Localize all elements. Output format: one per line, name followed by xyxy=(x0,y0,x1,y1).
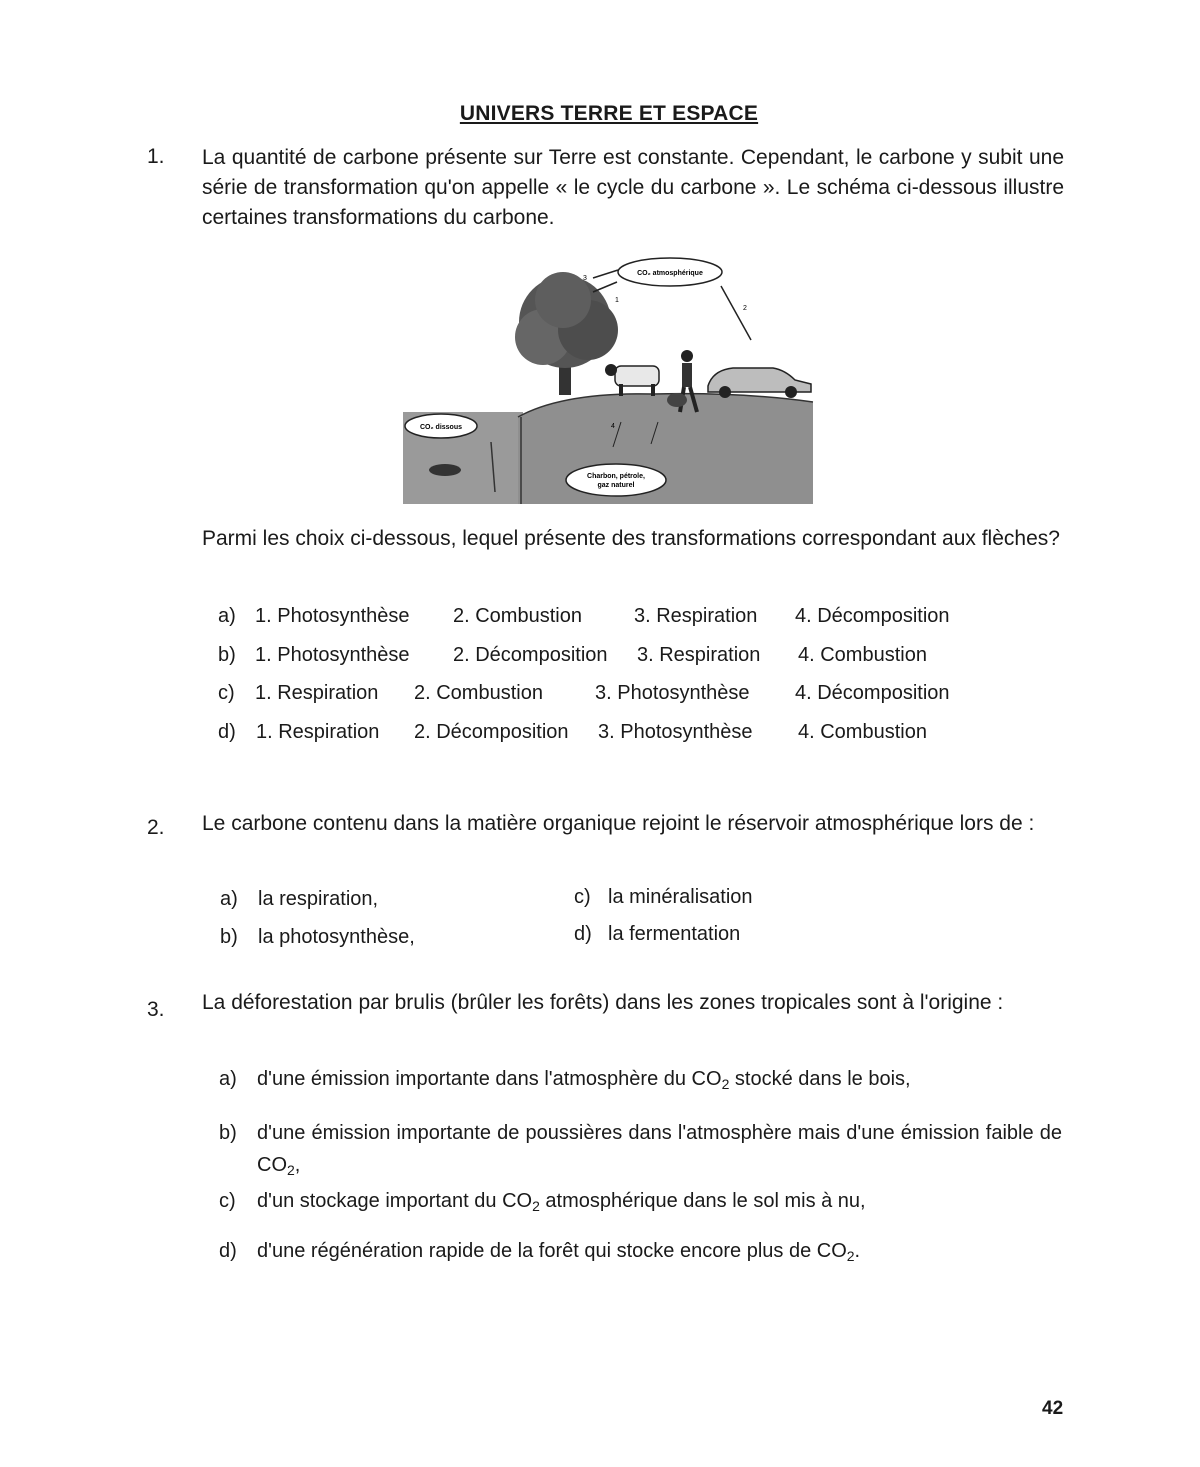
q2-option-c[interactable] xyxy=(574,886,753,909)
q1-option-c[interactable] xyxy=(218,682,235,705)
question-2-text: Le carbone contenu dans la matière organique rejoint le réservoir atmosphérique lors de : xyxy=(202,812,1035,835)
option-letter: d) xyxy=(219,1240,237,1262)
option-letter: c) xyxy=(218,682,235,704)
fossil-fuels-ellipse xyxy=(566,464,666,496)
q1d-item-3: 3. Photosynthèse xyxy=(598,721,753,743)
fossil-label-line2: gaz naturel xyxy=(597,482,635,489)
ground-area xyxy=(518,394,813,504)
subscript: 2 xyxy=(846,1248,855,1264)
option-text-end: stocké dans le bois, xyxy=(729,1068,911,1090)
q1c-item-4: 4. Décomposition xyxy=(795,682,950,704)
fossil-label-line1: Charbon, pétrole, xyxy=(587,473,645,480)
q1b-item-3: 3. Respiration xyxy=(637,644,761,666)
q1c-item-3: 3. Photosynthèse xyxy=(595,682,750,704)
q3-option-b[interactable] xyxy=(219,1117,1062,1182)
option-letter: b) xyxy=(220,926,238,948)
arrow-3 xyxy=(593,270,618,278)
question-3-number: 3. xyxy=(147,998,165,1021)
q3-option-a[interactable] xyxy=(219,1068,911,1091)
option-letter: d) xyxy=(574,923,592,945)
q3-option-c[interactable] xyxy=(219,1190,866,1213)
q1d-item-2: 2. Décomposition xyxy=(414,721,569,743)
q1b-item-2: 2. Décomposition xyxy=(453,644,608,666)
q1a-item-2: 2. Combustion xyxy=(453,605,582,627)
page-number: 42 xyxy=(1042,1398,1064,1419)
q1-option-b[interactable] xyxy=(218,644,236,667)
option-text: la minéralisation xyxy=(608,886,753,908)
option-text: la photosynthèse, xyxy=(258,926,415,948)
arrow-label-1: 1 xyxy=(615,297,619,304)
q1a-item-3: 3. Respiration xyxy=(634,605,758,627)
option-text-end: , xyxy=(294,1154,301,1176)
arrow-label-4: 4 xyxy=(611,423,615,430)
man-icon xyxy=(681,350,693,362)
option-text-end: atmosphérique dans le sol mis à nu, xyxy=(539,1190,866,1212)
fish-icon xyxy=(429,464,461,476)
carbon-cycle-diagram xyxy=(403,252,815,504)
arrow-label-3: 3 xyxy=(583,275,587,282)
option-letter: b) xyxy=(219,1122,237,1144)
option-text: d'un stockage important du CO xyxy=(257,1190,533,1212)
q1c-item-1: 1. Respiration xyxy=(255,682,379,704)
option-letter: c) xyxy=(219,1190,236,1212)
q2-option-a[interactable] xyxy=(220,888,378,911)
q3-option-d[interactable] xyxy=(219,1240,860,1263)
option-text: d'une émission importante de poussières dans l'atmosphère mais d'une émission faible de CO xyxy=(257,1122,1062,1176)
cow-icon xyxy=(615,366,659,386)
arrow-label-2: 2 xyxy=(743,305,747,312)
q1a-item-4: 4. Décomposition xyxy=(795,605,950,627)
option-text: la fermentation xyxy=(608,923,741,945)
question-1-text: La quantité de carbone présente sur Terre est constante. Cependant, le carbone y subit une série de transformation qu'on appelle « le cycle du carbone ». Le schéma ci-dessous illustre certaines transformations du carbone. xyxy=(202,146,1064,229)
q1-option-a[interactable] xyxy=(218,605,236,628)
page-title: UNIVERS TERRE ET ESPACE xyxy=(459,102,759,125)
option-letter: b) xyxy=(218,644,236,666)
option-letter: a) xyxy=(219,1068,237,1090)
option-letter: a) xyxy=(218,605,236,627)
q1a-item-1: 1. Photosynthèse xyxy=(255,605,410,627)
co2-atmospheric-label: CO₂ atmosphérique xyxy=(637,270,703,277)
q2-option-b[interactable] xyxy=(220,926,415,949)
option-text: d'une régénération rapide de la forêt qui stocke encore plus de CO xyxy=(257,1240,847,1262)
option-letter: a) xyxy=(220,888,238,910)
subscript: 2 xyxy=(721,1076,730,1092)
q2-option-d[interactable] xyxy=(574,923,740,946)
option-letter: d) xyxy=(218,721,236,743)
q1b-item-4: 4. Combustion xyxy=(798,644,927,666)
option-text-end: . xyxy=(854,1240,861,1262)
q1d-item-4: 4. Combustion xyxy=(798,721,927,743)
subscript: 2 xyxy=(532,1198,540,1214)
question-2-number: 2. xyxy=(147,816,165,839)
q1c-item-2: 2. Combustion xyxy=(414,682,543,704)
option-letter: c) xyxy=(574,886,591,908)
q1d-item-1: 1. Respiration xyxy=(256,721,380,743)
q1-option-d[interactable] xyxy=(218,721,236,744)
question-3-text: La déforestation par brulis (brûler les forêts) dans les zones tropicales sont à l'origine : xyxy=(202,991,1004,1014)
dog-icon xyxy=(667,393,687,407)
q1b-item-1: 1. Photosynthèse xyxy=(255,644,410,666)
question-1-number: 1. xyxy=(147,145,165,168)
subscript: 2 xyxy=(287,1162,295,1178)
question-1-prompt: Parmi les choix ci-dessous, lequel présente des transformations correspondant aux flèches? xyxy=(202,527,1060,550)
arrow-1 xyxy=(593,282,617,292)
arrow-2 xyxy=(721,286,751,340)
option-text: d'une émission importante dans l'atmosphère du CO xyxy=(257,1068,722,1090)
co2-dissolved-label: CO₂ dissous xyxy=(419,424,463,431)
option-text: la respiration, xyxy=(258,888,379,910)
